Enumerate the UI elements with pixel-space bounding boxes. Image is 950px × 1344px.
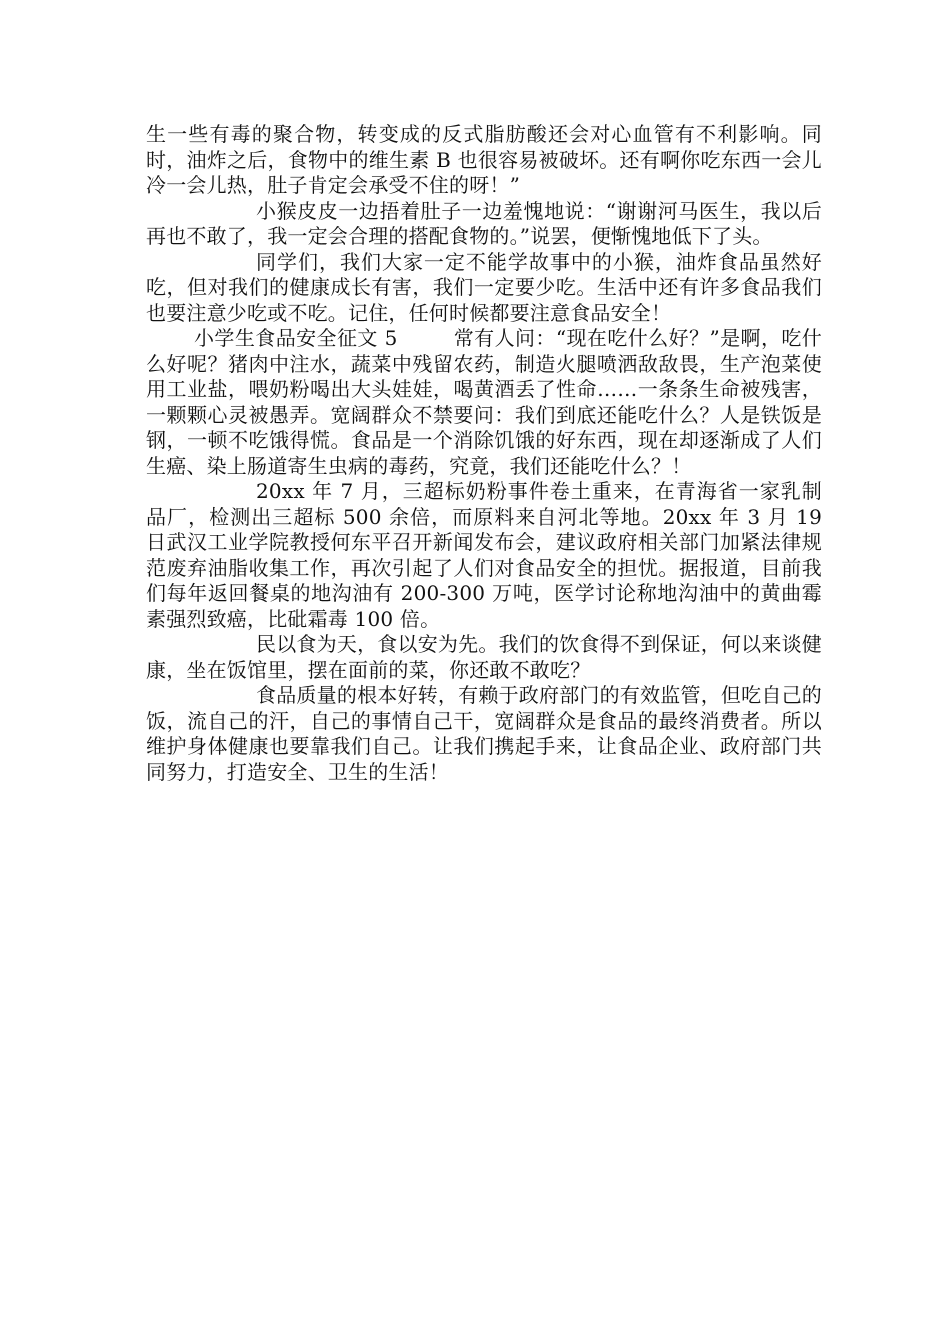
essay-heading: 小学生食品安全征文 5	[194, 326, 398, 350]
document-body	[146, 122, 822, 785]
paragraph-6: 民以食为天，食以安为先。我们的饮食得不到保证，何以来谈健康，坐在饭馆里，摆在面前的菜，你还敢不敢吃？	[146, 632, 822, 682]
paragraph-7: 食品质量的根本好转，有赖于政府部门的有效监管，但吃自己的饭，流自己的汗，自己的事情自己干，宽阔群众是食品的最终消费者。所以维护身体健康也要靠我们自己。让我们携起手来，让食品企业、政府部门共同努力，打造安全、卫生的生活！	[146, 683, 822, 784]
paragraph-3: 同学们，我们大家一定不能学故事中的小猴，油炸食品虽然好吃，但对我们的健康成长有害，我们一定要少吃。生活中还有许多食品我们也要注意少吃或不吃。记住，任何时候都要注意食品安全！	[146, 249, 822, 325]
paragraph-4	[146, 326, 822, 479]
paragraph-4-text: 常有人问：“现在吃什么好？”是啊，吃什么好呢？猪肉中注水，蔬菜中残留农药，制造火腿喷洒敌敌畏，生产泡菜使用工业盐，喂奶粉喝出大头娃娃，喝黄酒丢了性命……一条条生命被残害，一颗颗心灵被愚弄。宽阔群众不禁要问：我们到底还能吃什么？人是铁饭是钢，一顿不吃饿得慌。食品是一个消除饥饿的好东西，现在却逐渐成了人们生癌、染上肠道寄生虫病的毒药，究竟，我们还能吃什么？！	[146, 326, 822, 478]
paragraph-1: 生一些有毒的聚合物，转变成的反式脂肪酸还会对心血管有不利影响。同时，油炸之后，食物中的维生素 B 也很容易被破坏。还有啊你吃东西一会儿冷一会儿热，肚子肯定会承受不住的呀！”	[146, 122, 822, 197]
paragraph-2: 小猴皮皮一边捂着肚子一边羞愧地说：“谢谢河马医生，我以后再也不敢了，我一定会合理的搭配食物的。”说罢，便惭愧地低下了头。	[146, 198, 822, 248]
paragraph-5: 20xx 年 7 月，三超标奶粉事件卷土重来，在青海省一家乳制品厂，检测出三超标 500 余倍，而原料来自河北等地。20xx 年 3 月 19 日武汉工业学院教授何东平召开新闻发布会，建议政府相关部门加紧法律规范废弃油脂收集工作，再次引起了人们对食品安全的担忧。据报道，目前我们每年返回餐桌的地沟油有 200-300 万吨，医学讨论称地沟油中的黄曲霉素强烈致癌，比砒霜毒 100 倍。	[146, 479, 822, 631]
